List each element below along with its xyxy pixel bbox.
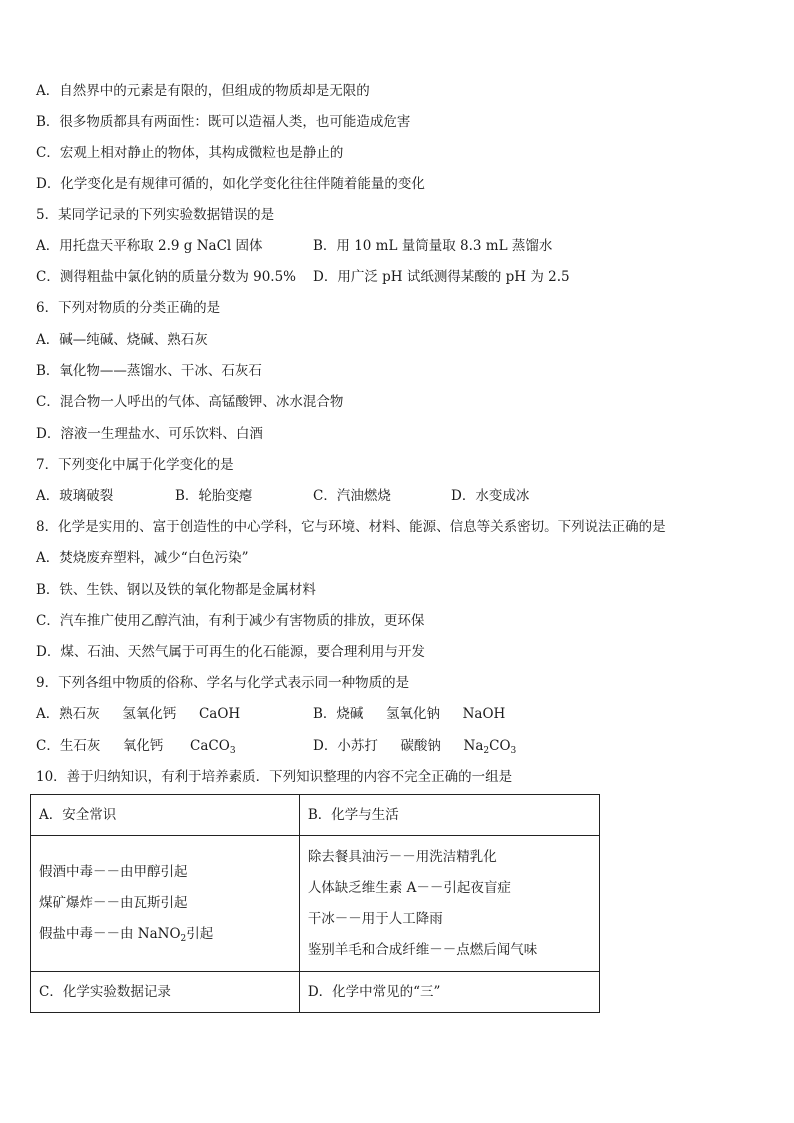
q9-d-formula <box>464 738 517 754</box>
q9-c-label: C．生石灰 <box>36 738 101 754</box>
cell-a-line-3-post: 引起 <box>186 926 214 942</box>
q4-option-b: B．很多物质都具有两面性：既可以造福人类，也可能造成危害 <box>36 114 411 130</box>
table-row <box>31 972 600 1013</box>
q8-stem: 8．化学是实用的、富于创造性的中心学科，它与环境、材料、能源、信息等关系密切。下列说法正确的是 <box>36 519 666 535</box>
q5-stem: 5．某同学记录的下列实验数据错误的是 <box>36 207 275 223</box>
q9-option-c <box>36 736 236 756</box>
q9-option-b <box>313 704 505 724</box>
q9-b-formula: NaOH <box>462 706 506 722</box>
q9-b-label: B．烧碱 <box>313 706 364 722</box>
q8-option-b: B．铁、生铁、钢以及铁的氧化物都是金属材料 <box>36 582 316 598</box>
q9-b-name: 氢氧化钠 <box>386 706 441 722</box>
q6-option-b: B．氧化物——蒸馏水、干冰、石灰石 <box>36 363 262 379</box>
cell-b-line-4: 鉴别羊毛和合成纤维－－点燃后闻气味 <box>307 941 538 958</box>
q9-d-formula-sub2: 3 <box>510 746 517 756</box>
cell-b-line-3: 干冰－－用于人工降雨 <box>307 910 443 927</box>
q10-knowledge-table <box>30 794 600 1013</box>
q6-option-a: A．碱—纯碱、烧碱、熟石灰 <box>36 332 208 348</box>
q9-option-d <box>313 736 516 756</box>
q7-option-b: B．轮胎变瘪 <box>175 488 253 504</box>
q7-option-c: C．汽油燃烧 <box>313 488 391 504</box>
q7-option-a: A．玻璃破裂 <box>36 488 114 504</box>
q6-option-c: C．混合物一人呼出的气体、高锰酸钾、冰水混合物 <box>36 394 344 410</box>
cell-a-line-2: 煤矿爆炸－－由瓦斯引起 <box>39 895 188 911</box>
q8-option-a: A．焚烧废弃塑料，减少“白色污染” <box>36 550 249 566</box>
q9-a-name: 氢氧化钙 <box>122 706 177 722</box>
q10-stem: 10．善于归纳知识，有利于培养素质．下列知识整理的内容不完全正确的一组是 <box>36 769 513 785</box>
cell-a-content <box>31 836 300 972</box>
cell-a-line-3-sub: 2 <box>180 934 187 944</box>
cell-b-line-1: 除去餐具油污－－用洗洁精乳化 <box>307 848 497 865</box>
cell-b-header: B．化学与生活 <box>299 795 599 836</box>
cell-c-header: C．化学实验数据记录 <box>31 972 300 1013</box>
q5-option-d: D．用广泛 pH 试纸测得某酸的 pH 为 2.5 <box>313 269 570 285</box>
q8-option-c: C．汽车推广使用乙醇汽油，有利于减少有害物质的排放，更环保 <box>36 613 425 629</box>
q7-option-d: D．水变成冰 <box>451 488 530 504</box>
q5-option-a: A．用托盘天平称取 2.9 g NaCl 固体 <box>36 238 263 254</box>
cell-d-header: D．化学中常见的“三” <box>299 972 599 1013</box>
q6-option-d: D．溶液一生理盐水、可乐饮料、白酒 <box>36 426 263 442</box>
q9-c-formula-sub: 3 <box>229 746 236 756</box>
q9-d-formula-mid: CO <box>489 738 511 754</box>
q9-c-formula-main: CaCO <box>190 738 230 754</box>
q9-d-formula-main: Na <box>463 738 484 754</box>
q4-option-a: A．自然界中的元素是有限的，但组成的物质却是无限的 <box>36 83 370 99</box>
q9-c-formula <box>190 738 236 754</box>
q4-option-d: D．化学变化是有规律可循的，如化学变化往往伴随着能量的变化 <box>36 176 425 192</box>
q9-c-name: 氧化钙 <box>122 738 164 754</box>
q7-stem: 7．下列变化中属于化学变化的是 <box>36 457 234 473</box>
q9-stem: 9．下列各组中物质的俗称、学名与化学式表示同一种物质的是 <box>36 675 410 691</box>
cell-a-line-3-pre: 假盐中毒－－由 NaNO <box>39 926 181 942</box>
q5-option-b: B．用 10 mL 量筒量取 8.3 mL 蒸馏水 <box>313 238 553 254</box>
q9-option-a <box>36 704 240 724</box>
q9-d-formula-sub1: 2 <box>483 746 490 756</box>
cell-a-header: A．安全常识 <box>31 795 300 836</box>
q4-option-c: C．宏观上相对静止的物体，其构成微粒也是静止的 <box>36 145 344 161</box>
q9-a-formula: CaOH <box>198 706 241 722</box>
cell-a-line-1: 假酒中毒－－由甲醇引起 <box>39 864 188 880</box>
table-row <box>31 836 600 972</box>
q6-stem: 6．下列对物质的分类正确的是 <box>36 300 221 316</box>
q5-option-c: C．测得粗盐中氯化钠的质量分数为 90.5% <box>36 269 297 285</box>
cell-b-content <box>299 836 599 972</box>
cell-b-line-2: 人体缺乏维生素 A－－引起夜盲症 <box>307 879 511 896</box>
q9-a-label: A．熟石灰 <box>36 706 100 722</box>
q9-d-label: D．小苏打 <box>313 738 378 754</box>
table-row <box>31 795 600 836</box>
q9-d-name: 碳酸钠 <box>400 738 441 754</box>
cell-a-line-3 <box>39 919 291 950</box>
q8-option-d: D．煤、石油、天然气属于可再生的化石能源，要合理利用与开发 <box>36 644 425 660</box>
